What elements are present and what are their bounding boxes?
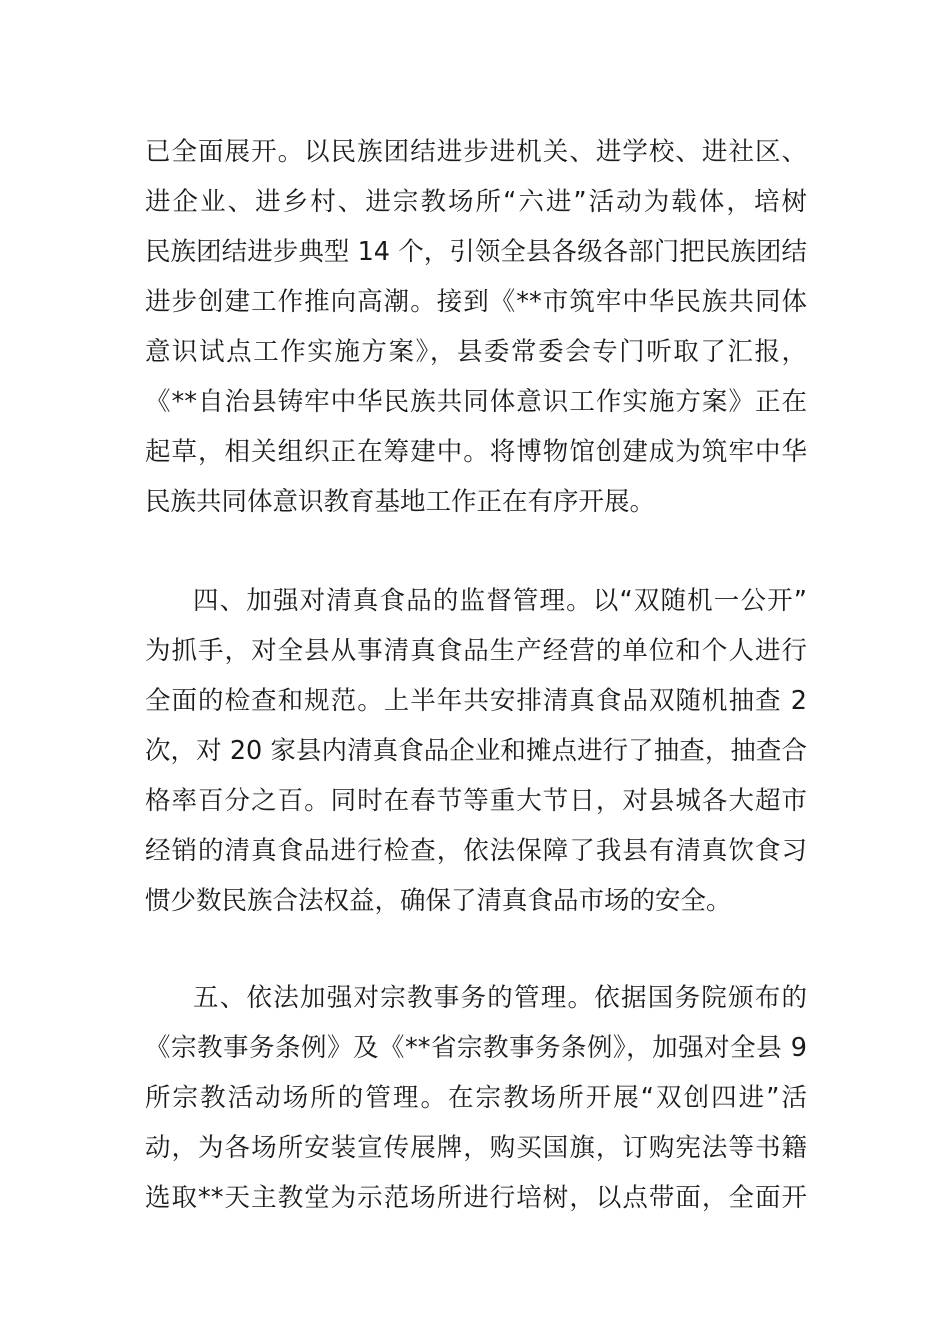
text-line: 经销的清真食品进行检查，依法保障了我县有清真饮食习 bbox=[145, 836, 807, 866]
text-line: 起草，相关组织正在筹建中。将博物馆创建成为筑牢中华 bbox=[145, 437, 807, 467]
text-line: 已全面展开。以民族团结进步进机关、进学校、进社区、 bbox=[145, 137, 807, 167]
text-line: 所宗教活动场所的管理。在宗教场所开展“双创四进”活 bbox=[145, 1083, 807, 1113]
text-line: 民族共同体意识教育基地工作正在有序开展。 bbox=[145, 487, 656, 517]
text-line: 意识试点工作实施方案》，县委常委会专门听取了汇报， bbox=[145, 337, 807, 367]
text-line: 民族团结进步典型 14 个，引领全县各级各部门把民族团结 bbox=[145, 237, 807, 267]
text-line: 《宗教事务条例》及《**省宗教事务条例》，加强对全县 9 bbox=[145, 1033, 807, 1063]
text-line: 四、加强对清真食品的监督管理。以“双随机一公开” bbox=[193, 586, 807, 616]
text-line: 全面的检查和规范。上半年共安排清真食品双随机抽查 2 bbox=[145, 686, 807, 716]
text-line: 动，为各场所安装宣传展牌，购买国旗，订购宪法等书籍 bbox=[145, 1133, 807, 1163]
text-line: 五、依法加强对宗教事务的管理。依据国务院颁布的 bbox=[193, 983, 807, 1013]
text-line: 格率百分之百。同时在春节等重大节日，对县城各大超市 bbox=[145, 786, 807, 816]
text-line: 选取**天主教堂为示范场所进行培树，以点带面，全面开 bbox=[145, 1183, 807, 1213]
text-line: 惯少数民族合法权益，确保了清真食品市场的安全。 bbox=[145, 886, 732, 916]
text-line: 进企业、进乡村、进宗教场所“六进”活动为载体，培树 bbox=[145, 187, 807, 217]
text-line: 为抓手，对全县从事清真食品生产经营的单位和个人进行 bbox=[145, 636, 807, 666]
text-line: 进步创建工作推向高潮。接到《**市筑牢中华民族共同体 bbox=[145, 287, 807, 317]
text-line: 次，对 20 家县内清真食品企业和摊点进行了抽查，抽查合 bbox=[145, 736, 807, 766]
text-line: 《**自治县铸牢中华民族共同体意识工作实施方案》正在 bbox=[145, 387, 807, 417]
